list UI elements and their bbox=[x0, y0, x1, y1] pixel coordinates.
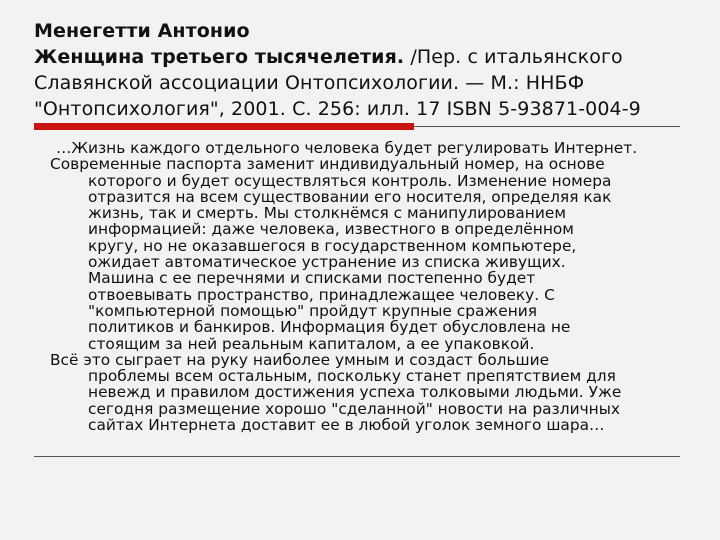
text-line: которого и будет осуществляться контроль. Изменение номера bbox=[88, 171, 612, 190]
quote-paragraph-1 bbox=[50, 156, 690, 352]
text-line: ожидает автоматическое устранение из списка живущих. bbox=[88, 253, 566, 272]
text-line: информацией: даже человека, известного в определённом bbox=[88, 220, 574, 239]
text-line: жизнь, так и смерть. Мы столкнёмся с манипулированием bbox=[88, 204, 566, 223]
book-title: Женщина третьего тысячелетия. bbox=[34, 46, 405, 68]
quote-body bbox=[50, 140, 690, 433]
text-line: политиков и банкиров. Информация будет обусловлена не bbox=[88, 318, 571, 337]
quote-intro-line: …Жизнь каждого отдельного человека будет регулировать Интернет. bbox=[56, 139, 638, 157]
publication-details-line: "Онтопсихология", 2001. С. 256: илл. 17 ISBN 5-93871-004-9 bbox=[34, 98, 641, 120]
footer-divider bbox=[34, 456, 680, 457]
translation-note: /Пер. с итальянского bbox=[404, 46, 623, 68]
text-line: сайтах Интернета доставит ее в любой уголок земного шара… bbox=[88, 416, 605, 435]
text-line: "компьютерной помощью" пройдут крупные сражения bbox=[88, 301, 538, 320]
bibliographic-header bbox=[34, 18, 714, 122]
text-line: кругу, но не оказавшегося в государственном компьютере, bbox=[88, 236, 577, 255]
text-line: сегодня размещение хорошо "сделанной" новости на различных bbox=[88, 399, 620, 418]
text-line: Современные паспорта заменит индивидуальный номер, на основе bbox=[50, 155, 605, 174]
text-line: невежд и правилом достижения успеха толковыми людьми. Уже bbox=[88, 383, 622, 402]
text-line: отразится на всем существовании его носителя, определяя как bbox=[88, 187, 612, 206]
red-accent-bar bbox=[34, 123, 414, 130]
header-divider bbox=[414, 126, 680, 127]
text-line: стоящим за ней реальным капиталом, а ее упаковкой. bbox=[88, 334, 535, 353]
text-line: проблемы всем остальным, поскольку станет препятствием для bbox=[88, 367, 616, 386]
text-line: Машина с ее перечнями и списками постепенно будет bbox=[88, 269, 536, 288]
author-name: Менегетти Антонио bbox=[34, 20, 250, 42]
text-line: отвоевывать пространство, принадлежащее человеку. С bbox=[88, 285, 555, 304]
text-line: Всё это сыграет на руку наиболее умным и создаст большие bbox=[50, 350, 550, 369]
title-line-1 bbox=[34, 44, 714, 70]
publisher-line: Славянской ассоциации Онтопсихологии. — М.: ННБФ bbox=[34, 72, 585, 94]
quote-paragraph-2 bbox=[50, 352, 690, 433]
